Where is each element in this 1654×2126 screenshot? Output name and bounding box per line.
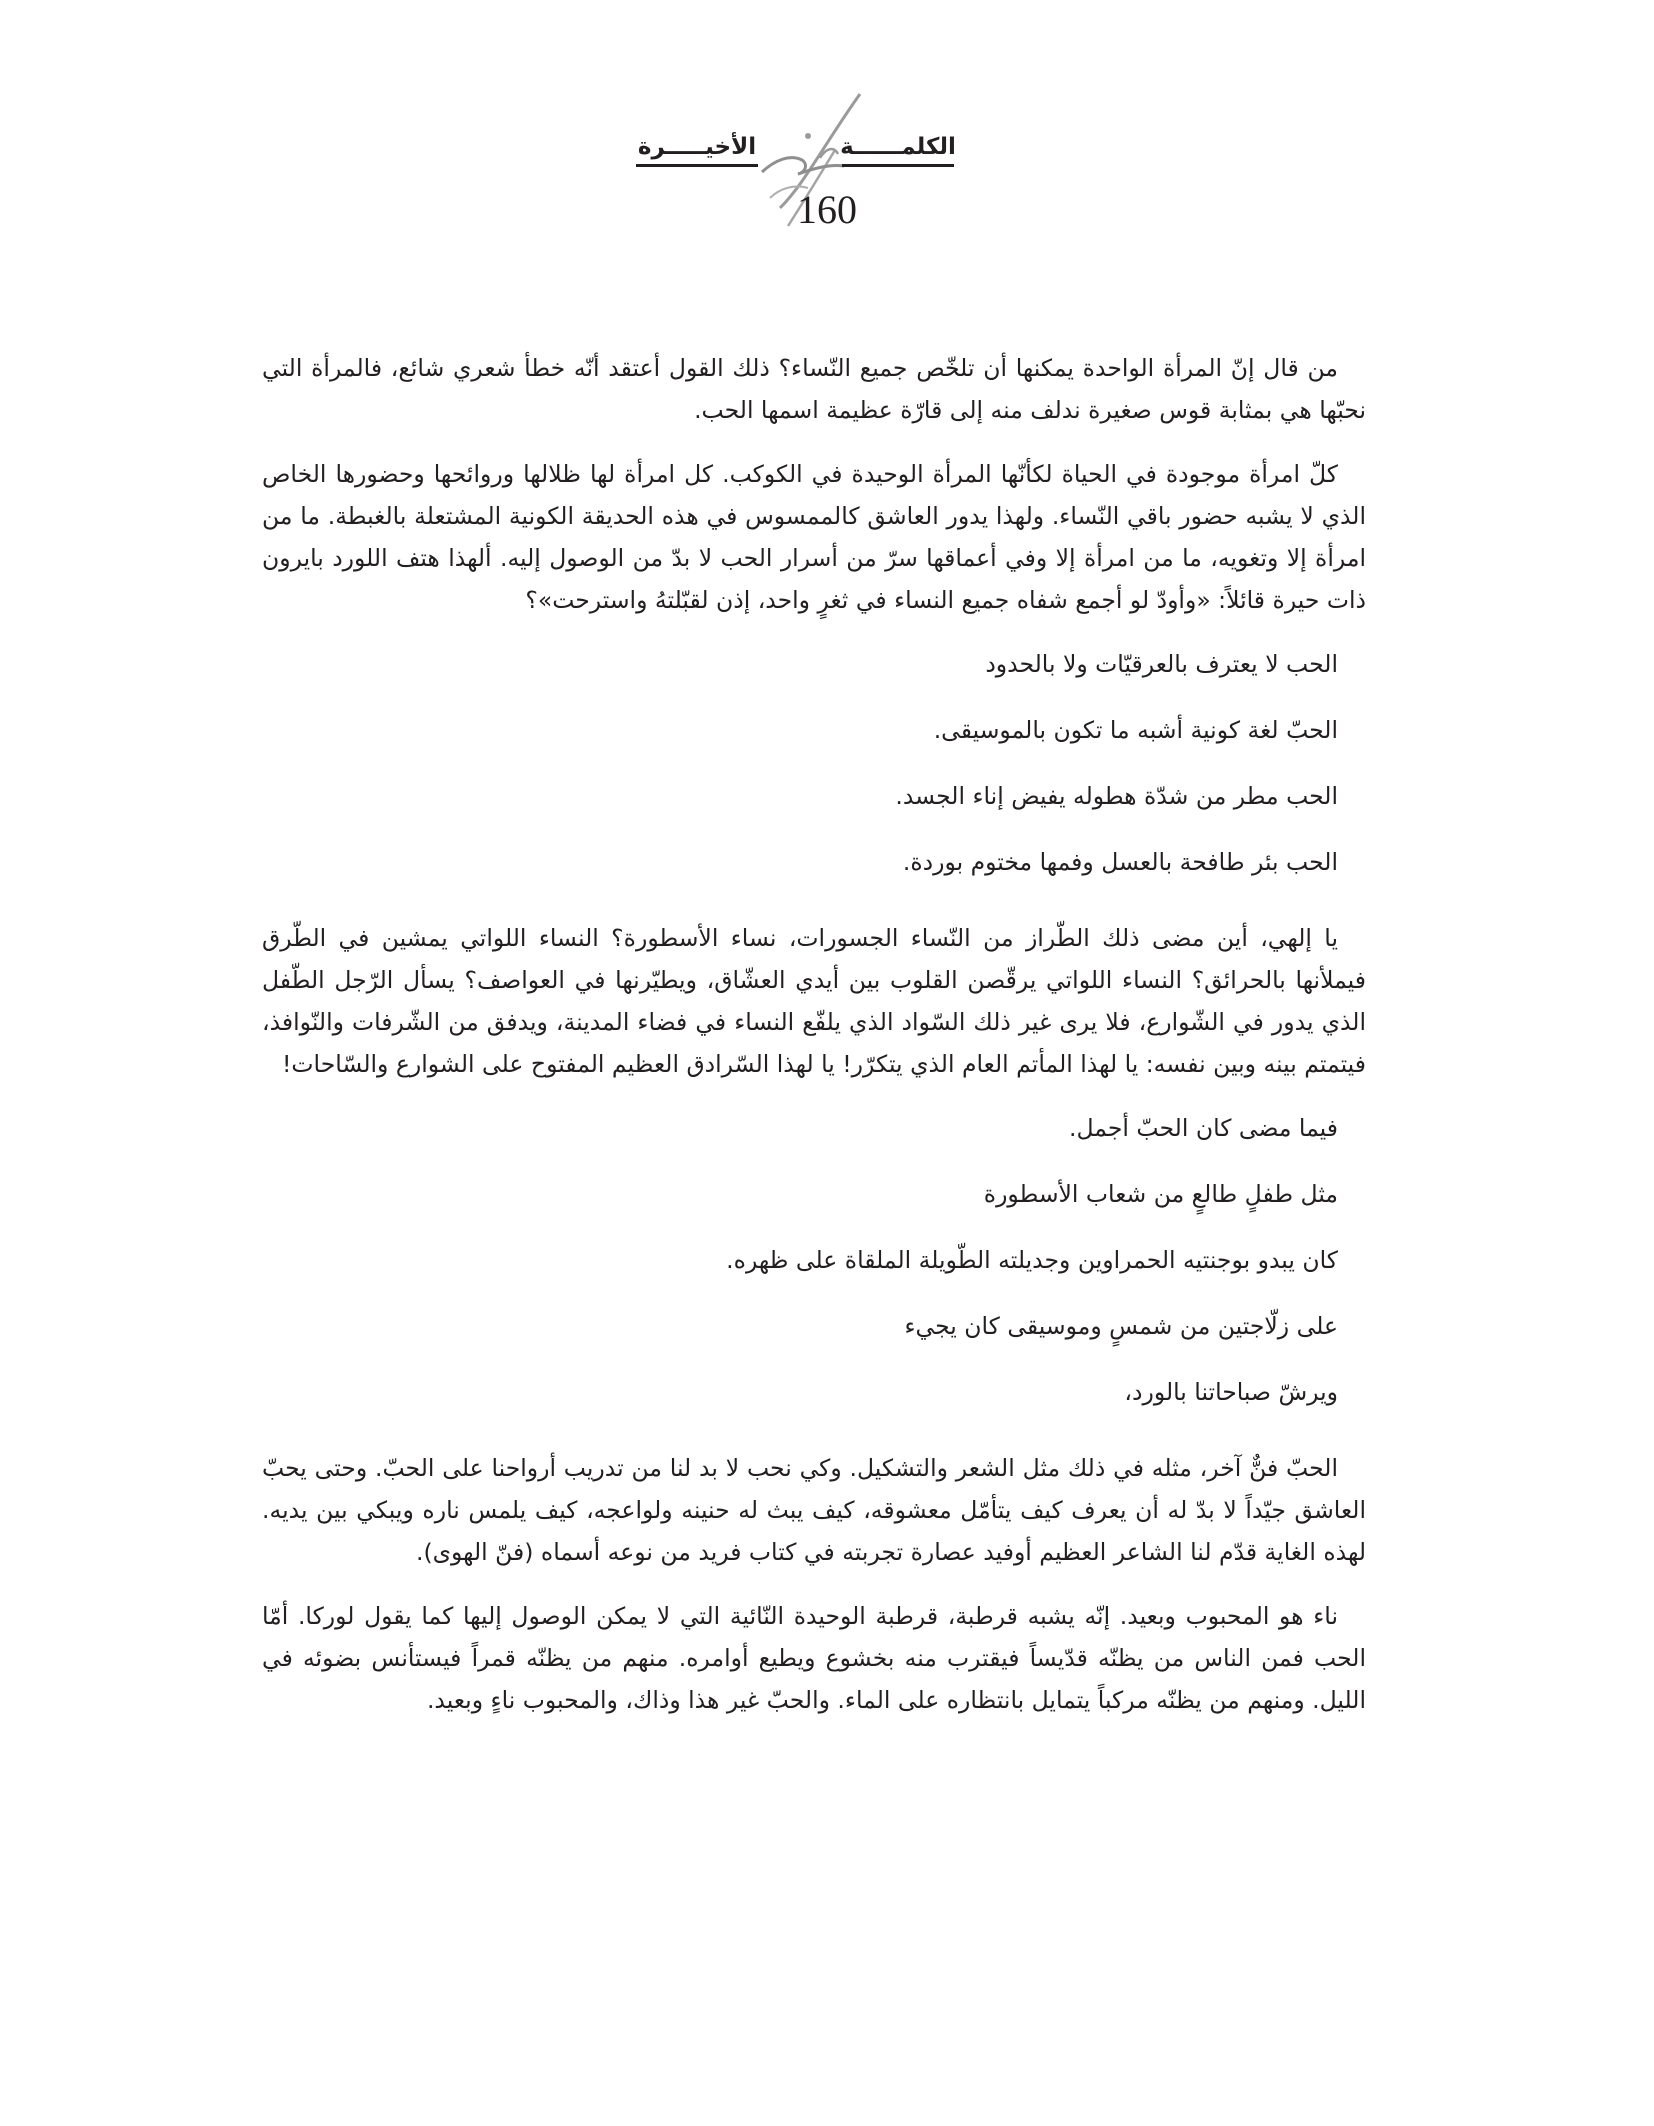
verse-line: الحبّ لغة كونية أشبه ما تكون بالموسيقى.	[933, 716, 1338, 744]
paragraph-3: يا إلهي، أين مضى ذلك الطّراز من النّساء الجسورات، نساء الأسطورة؟ النساء اللواتي يمشين في الطّرق فيملأنها بالحرائق؟ النساء اللواتي يرقّصن القلوب بين أيدي العشّاق، ويطيّرنها في العواصف؟ يسأل الرّجل الطّفل الذي يدور في الشّوارع، فلا يرى غير ذلك السّواد الذي يلفّع النساء في فضاء المدينة، ويدفق من الشّرفات والنّوافذ، فيتمتم بينه وبين نفسه: يا لهذا المأتم العام الذي يتكرّر! يا لهذا السّرادق العظيم المفتوح على الشوارع والسّاحات!	[262, 924, 1366, 1078]
verse-line: الحب مطر من شدّة هطوله يفيض إناء الجسد.	[895, 782, 1338, 810]
page-number: 160	[797, 187, 857, 232]
verse-line: مثل طفلٍ طالعٍ من شعاب الأسطورة	[983, 1180, 1338, 1208]
page-header	[0, 88, 1654, 238]
header-word-right: الكلمــــــة	[840, 134, 956, 160]
paragraph-1: من قال إنّ المرأة الواحدة يمكنها أن تلخّص جميع النّساء؟ ذلك القول أعتقد أنّه خطأ شعري شائع، فالمرأة التي نحبّها هي بمثابة قوس صغيرة ندلف منه إلى قارّة عظيمة اسمها الحب.	[262, 354, 1366, 424]
verse-line: الحب لا يعترف بالعرقيّات ولا بالحدود	[985, 650, 1338, 678]
header-rule-right	[842, 164, 954, 167]
paragraph-4: الحبّ فنٌّ آخر، مثله في ذلك مثل الشعر والتشكيل. وكي نحب لا بد لنا من تدريب أرواحنا على الحبّ. وحتى يحبّ العاشق جيّداً لا بدّ له أن يعرف كيف يتأمّل معشوقه، كيف يبث له حنينه ولواعجه، كيف يلمس ناره ويبكي بين يديه. لهذه الغاية قدّم لنا الشاعر العظيم أوفيد عصارة تجربته في كتاب فريد من نوعه أسماه (فنّ الهوى).	[262, 1454, 1366, 1566]
paragraph-5: ناء هو المحبوب وبعيد. إنّه يشبه قرطبة، قرطبة الوحيدة النّائية التي لا يمكن الوصول إليها كما يقول لوركا. أمّا الحب فمن الناس من يظنّه قدّيساً فيقترب منه بخشوع ويطيع أوامره. منهم من يظنّه قمراً فيستأنس بضوئه في الليل. ومنهم من يظنّه مركباً يتمايل بانتظاره على الماء. والحبّ غير هذا وذاك، والمحبوب ناءٍ وبعيد.	[262, 1602, 1366, 1714]
verse-line: الحب بئر طافحة بالعسل وفمها مختوم بوردة.	[902, 848, 1338, 876]
paragraph-2: كلّ امرأة موجودة في الحياة لكأنّها المرأة الوحيدة في الكوكب. كل امرأة لها ظلالها وروائحها وحضورها الخاص الذي لا يشبه حضور باقي النّساء. ولهذا يدور العاشق كالممسوس في هذه الحديقة الكونية المشتعلة بالغبطة. ما من امرأة إلا وتغويه، ما من امرأة إلا وفي أعماقها سرّ من أسرار الحب لا بدّ من الوصول إليه. ألهذا هتف اللورد بايرون ذات حيرة قائلاً: «وأودّ لو أجمع شفاه جميع النساء في ثغرٍ واحد، إذن لقبّلتهُ واسترحت»؟	[262, 460, 1366, 614]
verse-line: كان يبدو بوجنتيه الحمراوين وجديلته الطّويلة الملقاة على ظهره.	[726, 1246, 1338, 1274]
page-body	[262, 347, 1366, 1743]
verse-line: ويرشّ صباحاتنا بالورد،	[1124, 1378, 1338, 1406]
header-word-left: الأخيـــــرة	[637, 134, 757, 160]
verse-line: على زلّاجتين من شمسٍ وموسيقى كان يجيء	[904, 1312, 1338, 1340]
header-rule-left	[636, 164, 758, 167]
verse-line: فيما مضى كان الحبّ أجمل.	[1069, 1114, 1338, 1142]
